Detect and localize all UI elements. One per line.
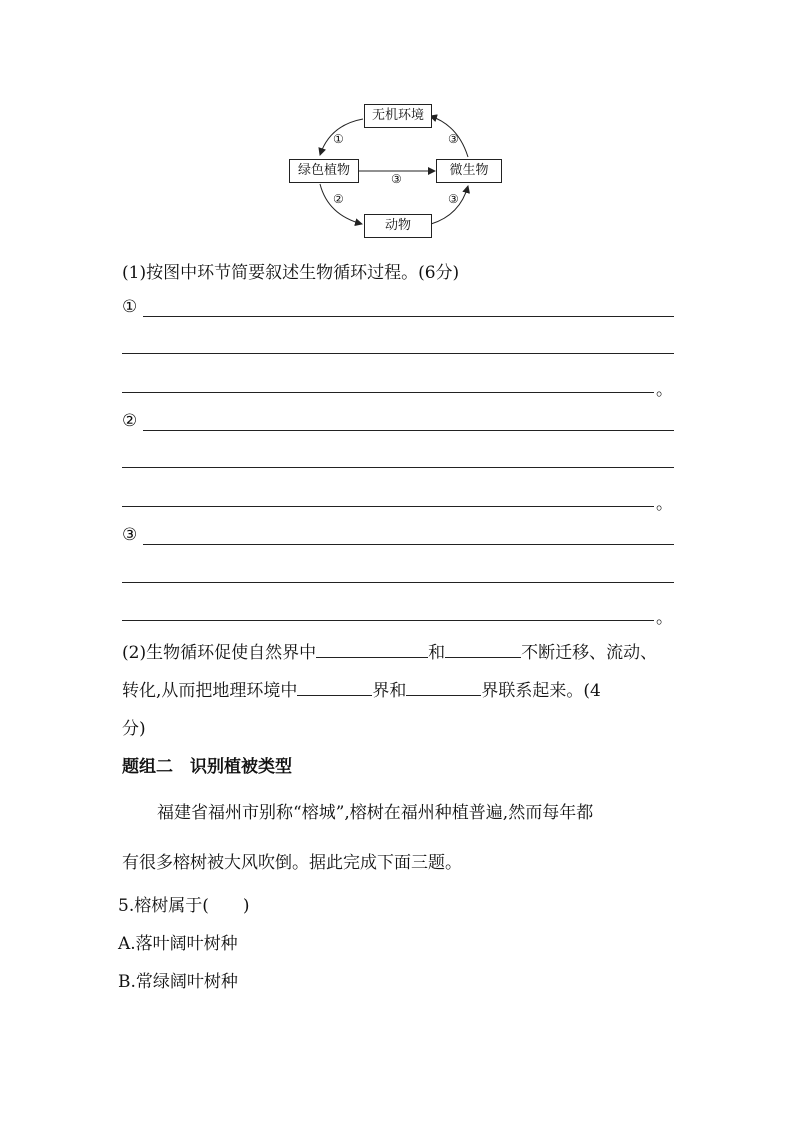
q2-text: 界联系起来。(4	[481, 681, 601, 701]
answer-line[interactable]	[122, 506, 654, 507]
diagram-mark-2: ②	[333, 192, 344, 206]
q2-line-2	[122, 676, 601, 701]
q1-item-2-label: ②	[122, 411, 138, 431]
answer-line[interactable]	[143, 316, 674, 317]
q5-option-b[interactable]: B.常绿阔叶树种	[118, 972, 238, 992]
q1-item-3-label: ③	[122, 525, 138, 545]
q2-text: 不断迁移、流动、	[521, 643, 658, 663]
q1-item-1-label: ①	[122, 297, 138, 317]
diagram-mark-3-top: ③	[448, 132, 459, 146]
period: 。	[656, 608, 673, 628]
microorganisms-box: 微生物	[436, 159, 502, 183]
q5-option-a[interactable]: A.落叶阔叶树种	[118, 934, 238, 954]
fill-blank[interactable]	[316, 639, 428, 658]
period: 。	[656, 380, 673, 400]
answer-line[interactable]	[122, 620, 654, 621]
diagram-mark-3-bottom: ③	[448, 192, 459, 206]
answer-line[interactable]	[122, 353, 674, 354]
q2-text: (2)生物循环促使自然界中	[122, 643, 317, 663]
diagram-mark-3-middle: ③	[391, 172, 402, 186]
fill-blank[interactable]	[445, 639, 521, 658]
answer-line[interactable]	[143, 430, 674, 431]
animals-box: 动物	[364, 214, 432, 238]
q2-text: 界和	[372, 681, 407, 701]
q1-prompt: (1)按图中环节简要叙述生物循环过程。(6分)	[122, 263, 460, 283]
q2-line-3: 分)	[122, 719, 146, 739]
q2-line-1	[122, 638, 657, 663]
fill-blank[interactable]	[406, 677, 481, 696]
answer-line[interactable]	[122, 582, 674, 583]
fill-blank[interactable]	[297, 677, 372, 696]
q2-text: 转化,从而把地理环境中	[122, 681, 298, 701]
green-plants-box: 绿色植物	[289, 159, 359, 183]
q2-text: 和	[428, 643, 446, 663]
passage-line-2: 有很多榕树被大风吹倒。据此完成下面三题。	[122, 853, 462, 873]
answer-line[interactable]	[122, 392, 654, 393]
passage-line-1: 福建省福州市别称“榕城”,榕树在福州种植普遍,然而每年都	[157, 803, 594, 823]
answer-line[interactable]	[143, 544, 674, 545]
period: 。	[656, 494, 673, 514]
q5-stem: 5.榕树属于( )	[118, 896, 250, 916]
section-title: 题组二 识别植被类型	[122, 757, 292, 777]
diagram-mark-1: ①	[333, 132, 344, 146]
answer-line[interactable]	[122, 467, 674, 468]
inorganic-env-box: 无机环境	[364, 104, 432, 128]
